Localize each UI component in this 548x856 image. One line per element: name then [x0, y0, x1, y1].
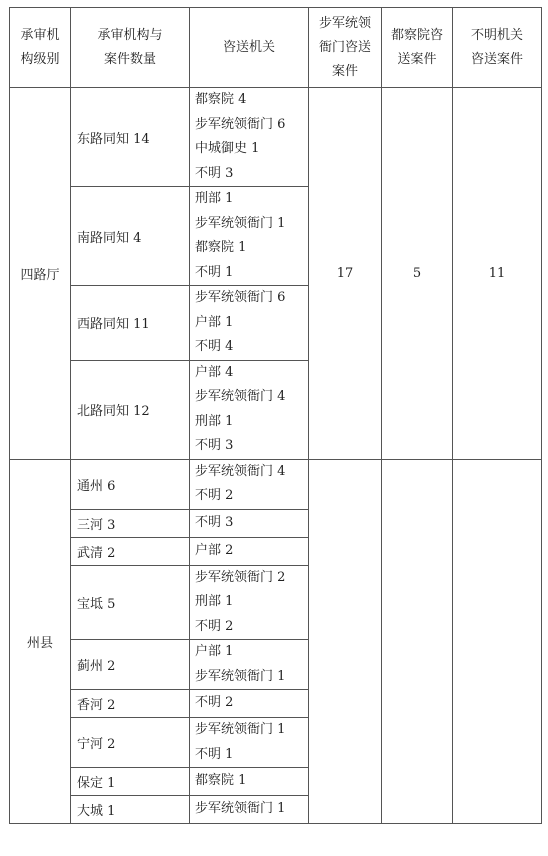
institution-cell: 宁河 2: [71, 718, 190, 768]
sender-cell: [190, 187, 309, 286]
sender-entry: 步军统领衙门 1: [195, 801, 286, 817]
header-sender: 咨送机关: [190, 8, 309, 88]
case-table: [9, 7, 542, 824]
institution-cell: 通州 6: [71, 459, 190, 509]
sender-entry: 步军统领衙门 4: [195, 463, 286, 479]
sender-entry: 步军统领衙门 1: [195, 668, 286, 684]
sender-entry: 户部 4: [195, 364, 234, 380]
infantry-count-cell: [309, 459, 382, 824]
level-cell: 四路厅: [10, 88, 71, 460]
sender-entry: 刑部 1: [195, 594, 234, 609]
sender-entry: 户部 1: [195, 644, 234, 659]
sender-cell: [190, 796, 309, 824]
sender-cell: [190, 537, 309, 565]
institution-cell: 大城 1: [71, 796, 190, 824]
unknown-count-cell: 11: [453, 88, 542, 460]
sender-entry: 刑部 1: [195, 413, 234, 429]
infantry-count-cell: 17: [309, 88, 382, 460]
header-institution: 承审机构与 案件数量: [71, 8, 190, 88]
header-unknown: 不明机关 咨送案件: [453, 8, 542, 88]
sender-cell: [190, 690, 309, 718]
sender-cell: [190, 718, 309, 768]
sender-entry: 刑部 1: [195, 191, 234, 206]
institution-cell: 香河 2: [71, 690, 190, 718]
header-row: [10, 8, 542, 88]
table-row: [10, 88, 542, 187]
sender-entry: 不明 1: [195, 264, 234, 280]
sender-entry: 户部 1: [195, 314, 234, 330]
institution-cell: 西路同知 11: [71, 286, 190, 361]
sender-cell: [190, 565, 309, 640]
unknown-count-cell: [453, 459, 542, 824]
censorate-count-cell: [382, 459, 453, 824]
table-row: [10, 459, 542, 509]
sender-entry: 不明 1: [195, 746, 234, 762]
institution-cell: 宝坻 5: [71, 565, 190, 640]
sender-entry: 步军统领衙门 4: [195, 389, 286, 404]
sender-cell: [190, 88, 309, 187]
sender-entry: 户部 2: [195, 542, 234, 558]
header-censorate: 都察院咨 送案件: [382, 8, 453, 88]
institution-cell: 武清 2: [71, 537, 190, 565]
sender-cell: [190, 640, 309, 690]
header-level: 承审机 构级别: [10, 8, 71, 88]
table-body: [10, 88, 542, 824]
sender-cell: [190, 768, 309, 796]
sender-entry: 中城御史 1: [195, 141, 260, 156]
sender-entry: 步军统领衙门 6: [195, 290, 286, 305]
sender-entry: 不明 2: [195, 618, 234, 634]
institution-cell: 东路同知 14: [71, 88, 190, 187]
sender-entry: 都察院 1: [195, 240, 247, 255]
censorate-count-cell: 5: [382, 88, 453, 460]
sender-entry: 不明 3: [195, 514, 234, 530]
sender-entry: 步军统领衙门 2: [195, 569, 286, 585]
level-cell: 州县: [10, 459, 71, 824]
sender-cell: [190, 459, 309, 509]
sender-cell: [190, 286, 309, 361]
sender-entry: 步军统领衙门 6: [195, 116, 286, 132]
sender-entry: 不明 3: [195, 438, 234, 453]
sender-entry: 都察院 4: [195, 92, 247, 107]
sender-entry: 不明 3: [195, 165, 234, 181]
sender-cell: [190, 509, 309, 537]
header-infantry: 步军统领 衙门咨送 案件: [309, 8, 382, 88]
sender-entry: 步军统领衙门 1: [195, 215, 286, 231]
institution-cell: 三河 3: [71, 509, 190, 537]
sender-entry: 不明 4: [195, 339, 234, 354]
institution-cell: 蓟州 2: [71, 640, 190, 690]
institution-cell: 保定 1: [71, 768, 190, 796]
sender-entry: 都察院 1: [195, 773, 247, 789]
sender-entry: 步军统领衙门 1: [195, 722, 286, 737]
sender-entry: 不明 2: [195, 695, 234, 711]
institution-cell: 北路同知 12: [71, 360, 190, 459]
institution-cell: 南路同知 4: [71, 187, 190, 286]
sender-cell: [190, 360, 309, 459]
sender-entry: 不明 2: [195, 488, 234, 503]
